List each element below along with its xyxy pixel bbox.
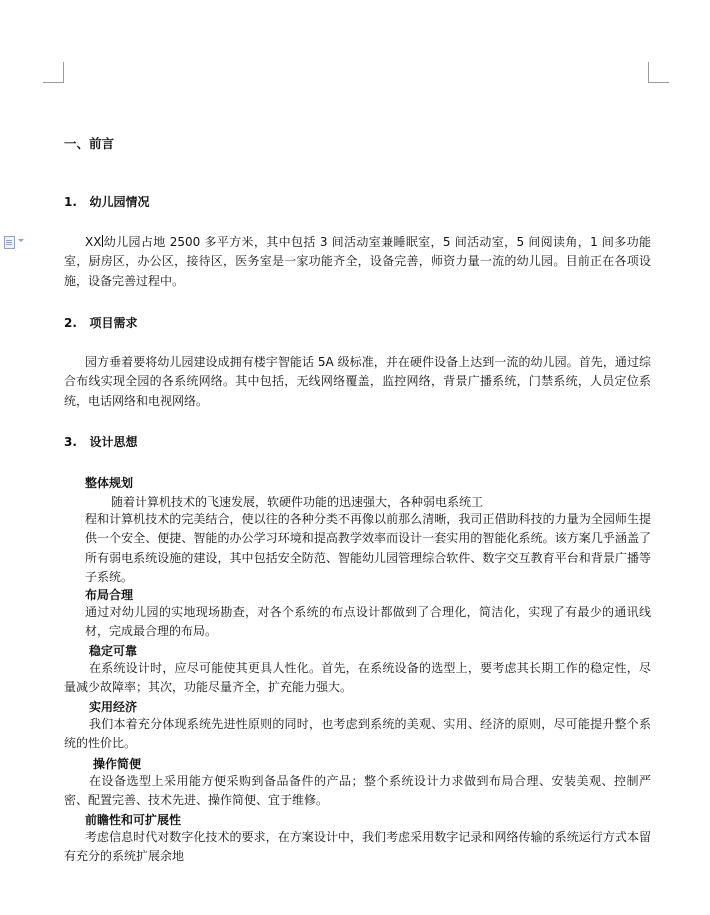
section-body-kindergarten[interactable] — [64, 233, 651, 291]
document-options-icon[interactable] — [4, 236, 26, 248]
section-title-design: 3. 设计思想 — [64, 435, 138, 449]
section-body-requirements[interactable]: 园方垂着要将幼儿园建设成拥有楼宇智能话 5A 级标准，并在硬件设备上达到一流的幼儿园。首先，通过综合布线实现全园的各系统网络。其中包括，无线网络覆盖，监控网络，背景广播系统，门禁系统，人员定位系统，电话网络和电视网络。 — [64, 355, 651, 408]
design-title-layout: 布局合理 — [85, 588, 134, 602]
design-body-practical[interactable]: 我们本着充分体现系统先进性原则的同时，也考虑到系统的美观、实用、经济的原则，尽可能提升整个系统的性价比。 — [64, 717, 651, 751]
section-title-requirements: 2. 项目需求 — [64, 316, 138, 330]
page-corner-top-right — [648, 62, 669, 83]
section-title-kindergarten: 1. 幼儿园情况 — [64, 195, 150, 209]
heading-preface: 一、前言 — [64, 136, 115, 151]
design-title-overall: 整体规划 — [85, 476, 134, 490]
body-prefix: XX — [85, 235, 102, 249]
design-body-stable[interactable]: 在系统设计时，应尽可能使其更具人性化。首先，在系统设备的选型上，要考虑其长期工作的稳定性，尽量减少故障率；其次，功能尽量齐全，扩充能力强大。 — [64, 661, 651, 695]
design-title-practical: 实用经济 — [89, 700, 138, 714]
design-line1-overall: 随着计算机技术的飞速发展，软硬件功能的迅速强大，各种弱电系统工 — [111, 495, 484, 509]
design-title-scalable: 前瞻性和可扩展性 — [85, 813, 182, 827]
design-body-overall[interactable]: 程和计算机技术的完美结合，使以往的各种分类不再像以前那么清晰，我司正借助科技的力量为全园师生提供一个安全、便捷、智能的办公学习环境和提高教学效率而设计一套实用的智能化系统。该方案几乎涵盖了所有弱电系统设施的建设，其中包括安全防范、智能幼儿园管理综合软件、数字交互教育平台和背景广播等子系统。 — [85, 512, 651, 584]
design-title-easy: 操作简便 — [93, 757, 142, 771]
page-corner-top-left — [43, 62, 64, 83]
body-rest: 幼儿园占地 2500 多平方米，其中包括 3 间活动室兼睡眠室，5 间活动室，5 间阅读角，1 间多功能室，厨房区，办公区，接待区，医务室是一家功能齐全，设备完善，师资力量一流的幼儿园。目前正在各项设施，设备完善过程中。 — [64, 235, 651, 288]
design-title-stable: 稳定可靠 — [89, 644, 138, 658]
design-body-scalable[interactable]: 考虑信息时代对数字化技术的要求，在方案设计中，我们考虑采用数字记录和网络传输的系统运行方式本留有充分的系统扩展余地 — [64, 830, 651, 864]
design-body-easy[interactable]: 在设备选型上采用能方便采购到备品备件的产品；整个系统设计力求做到布局合理、安装美观、控制严密、配置完善、技术先进、操作简便、宜于维修。 — [64, 774, 651, 808]
design-body-layout[interactable]: 通过对幼儿园的实地现场勘查，对各个系统的布点设计都做到了合理化，简洁化，实现了有最少的通讯线材，完成最合理的布局。 — [85, 605, 651, 639]
